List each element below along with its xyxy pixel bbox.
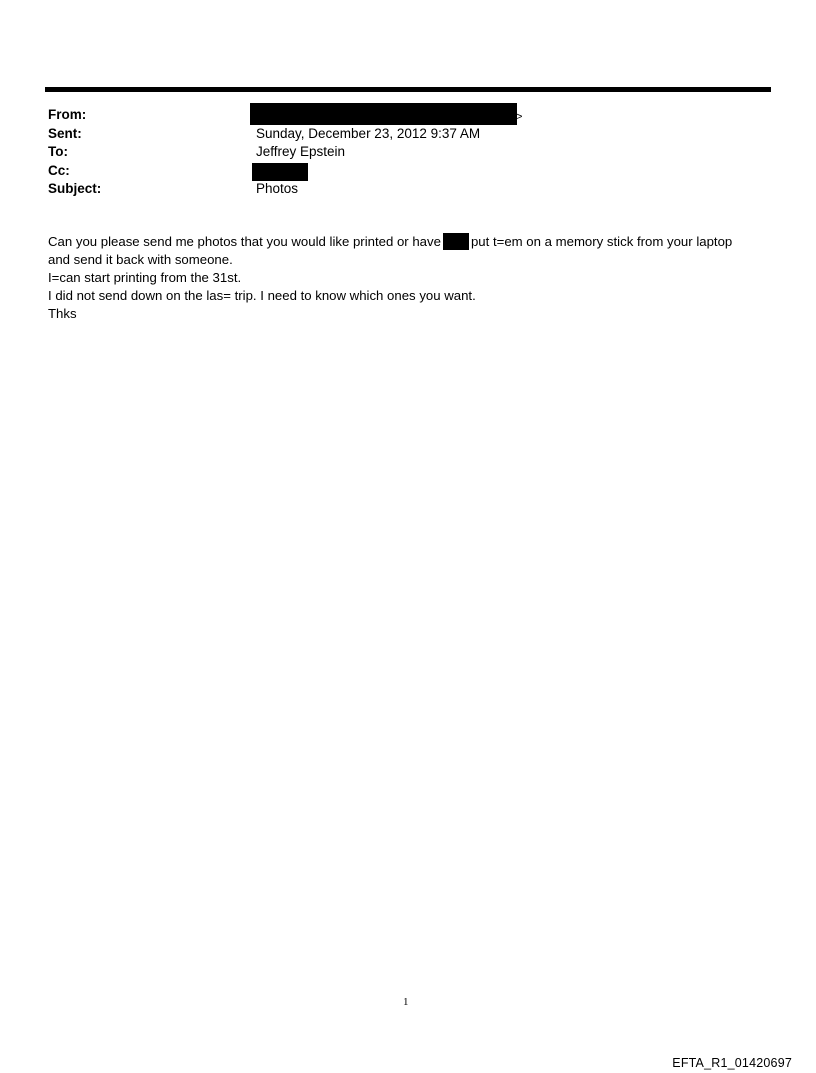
from-label: From: — [48, 107, 87, 122]
body-line-1 — [48, 233, 788, 251]
document-id: EFTA_R1_01420697 — [672, 1056, 792, 1070]
body-line-2: and send it back with someone. — [48, 252, 233, 268]
body-line-1-start: Can you please send me photos that you would like printed or have — [48, 234, 441, 249]
to-value: Jeffrey Epstein — [256, 144, 346, 159]
from-value-tail: > — [516, 111, 523, 123]
to-label: To: — [48, 144, 68, 159]
subject-value: Photos — [256, 181, 299, 196]
body-line-5: Thks — [48, 306, 77, 322]
subject-label: Subject: — [48, 181, 102, 196]
cc-row — [48, 162, 768, 181]
body-line-1-end: put t=em on a memory stick from your laptop — [470, 234, 733, 249]
cc-redaction-block — [252, 163, 308, 181]
body-line-4: I did not send down on the las= trip. I need to know which ones you want. — [48, 288, 476, 304]
sent-value: Sunday, December 23, 2012 9:37 AM — [256, 125, 481, 141]
to-row — [48, 143, 768, 162]
cc-label: Cc: — [48, 162, 70, 178]
email-header — [48, 106, 768, 199]
from-row — [48, 106, 768, 125]
page-number: 1 — [403, 996, 409, 1008]
from-redaction-block — [250, 103, 517, 125]
header-divider-rule — [45, 87, 771, 92]
body-redaction-block — [443, 233, 469, 250]
body-line-3: I=can start printing from the 31st. — [48, 270, 242, 286]
subject-row — [48, 180, 768, 199]
sent-label: Sent: — [48, 125, 82, 141]
sent-row — [48, 125, 768, 144]
email-body — [48, 233, 788, 323]
